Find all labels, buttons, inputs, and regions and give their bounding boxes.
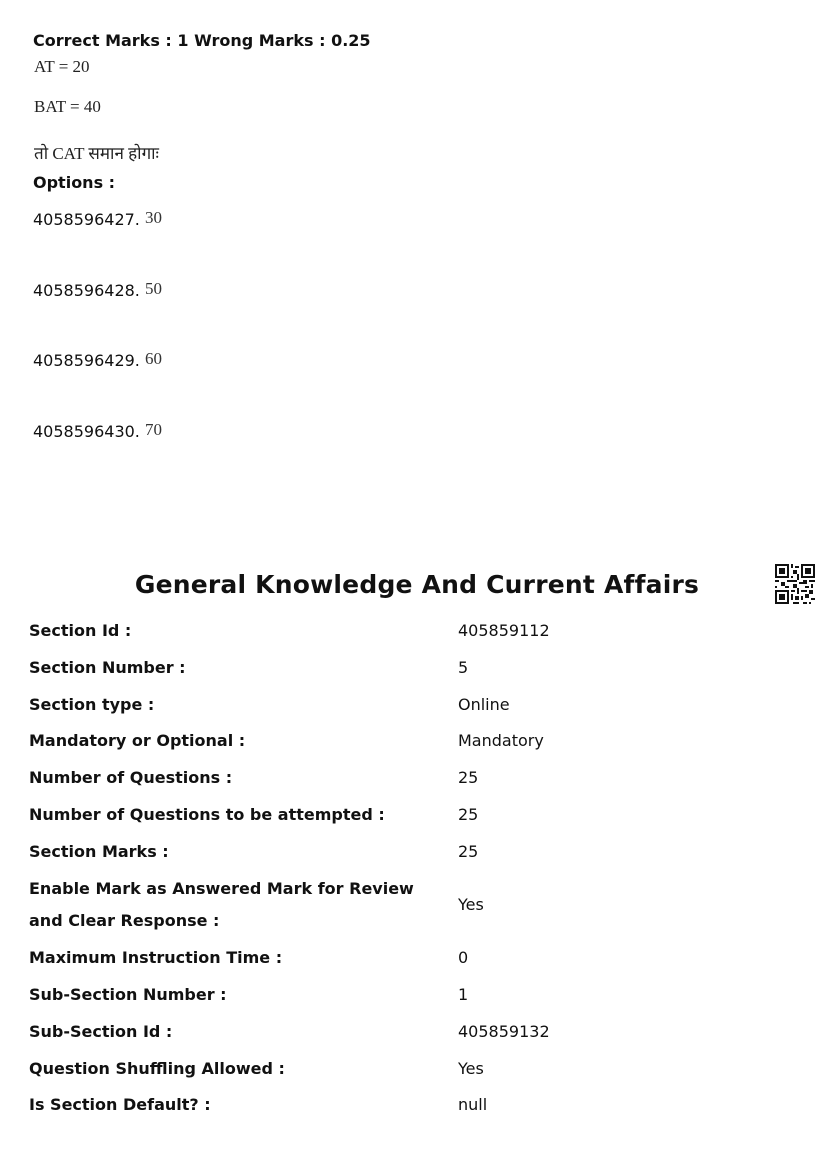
- row-label: Section Id :: [29, 621, 132, 640]
- row-label: Enable Mark as Answered Mark for Review and Clear Response :: [29, 879, 414, 930]
- row-label: Section Number :: [29, 658, 186, 677]
- row-value: Yes: [458, 895, 484, 914]
- option-value: 60: [144, 349, 162, 368]
- row-label: Number of Questions to be attempted :: [29, 805, 385, 824]
- qr-code-icon: [775, 564, 815, 604]
- row-value: Online: [458, 695, 510, 714]
- marks-info: Correct Marks : 1 Wrong Marks : 0.25: [33, 31, 371, 50]
- row-value: Yes: [458, 1059, 484, 1078]
- option-item: [33, 351, 162, 371]
- option-value: 30: [144, 208, 162, 227]
- option-item: [33, 210, 162, 230]
- row-label: Sub-Section Id :: [29, 1022, 173, 1041]
- row-label: Number of Questions :: [29, 768, 233, 787]
- row-value: 405859132: [458, 1022, 550, 1041]
- row-value: 1: [458, 985, 469, 1004]
- question-line-2: BAT = 40: [34, 97, 101, 116]
- option-item: [33, 422, 162, 442]
- row-value: 25: [458, 842, 479, 861]
- row-value: 25: [458, 768, 479, 787]
- row-label: Is Section Default? :: [29, 1095, 211, 1114]
- option-value: 50: [144, 279, 162, 298]
- row-label: Maximum Instruction Time :: [29, 948, 283, 967]
- row-label: Mandatory or Optional :: [29, 731, 246, 750]
- row-value: 25: [458, 805, 479, 824]
- options-label: Options :: [33, 173, 116, 192]
- option-item: [33, 281, 162, 301]
- row-value: null: [458, 1095, 488, 1114]
- row-value: 405859112: [458, 621, 550, 640]
- row-value: 0: [458, 948, 469, 967]
- row-label: Question Shuffling Allowed :: [29, 1059, 285, 1078]
- row-value: 5: [458, 658, 469, 677]
- row-label: Sub-Section Number :: [29, 985, 227, 1004]
- section-title: General Knowledge And Current Affairs: [134, 570, 700, 599]
- question-line-1: AT = 20: [34, 57, 90, 76]
- option-id: 4058596430.: [33, 422, 140, 441]
- option-value: 70: [144, 420, 162, 439]
- row-label: Section Marks :: [29, 842, 169, 861]
- question-line-3: तो CAT समान होगाः: [34, 144, 159, 163]
- row-value: Mandatory: [458, 731, 544, 750]
- option-id: 4058596428.: [33, 281, 140, 300]
- option-id: 4058596429.: [33, 351, 140, 370]
- row-label: Section type :: [29, 695, 155, 714]
- option-id: 4058596427.: [33, 210, 140, 229]
